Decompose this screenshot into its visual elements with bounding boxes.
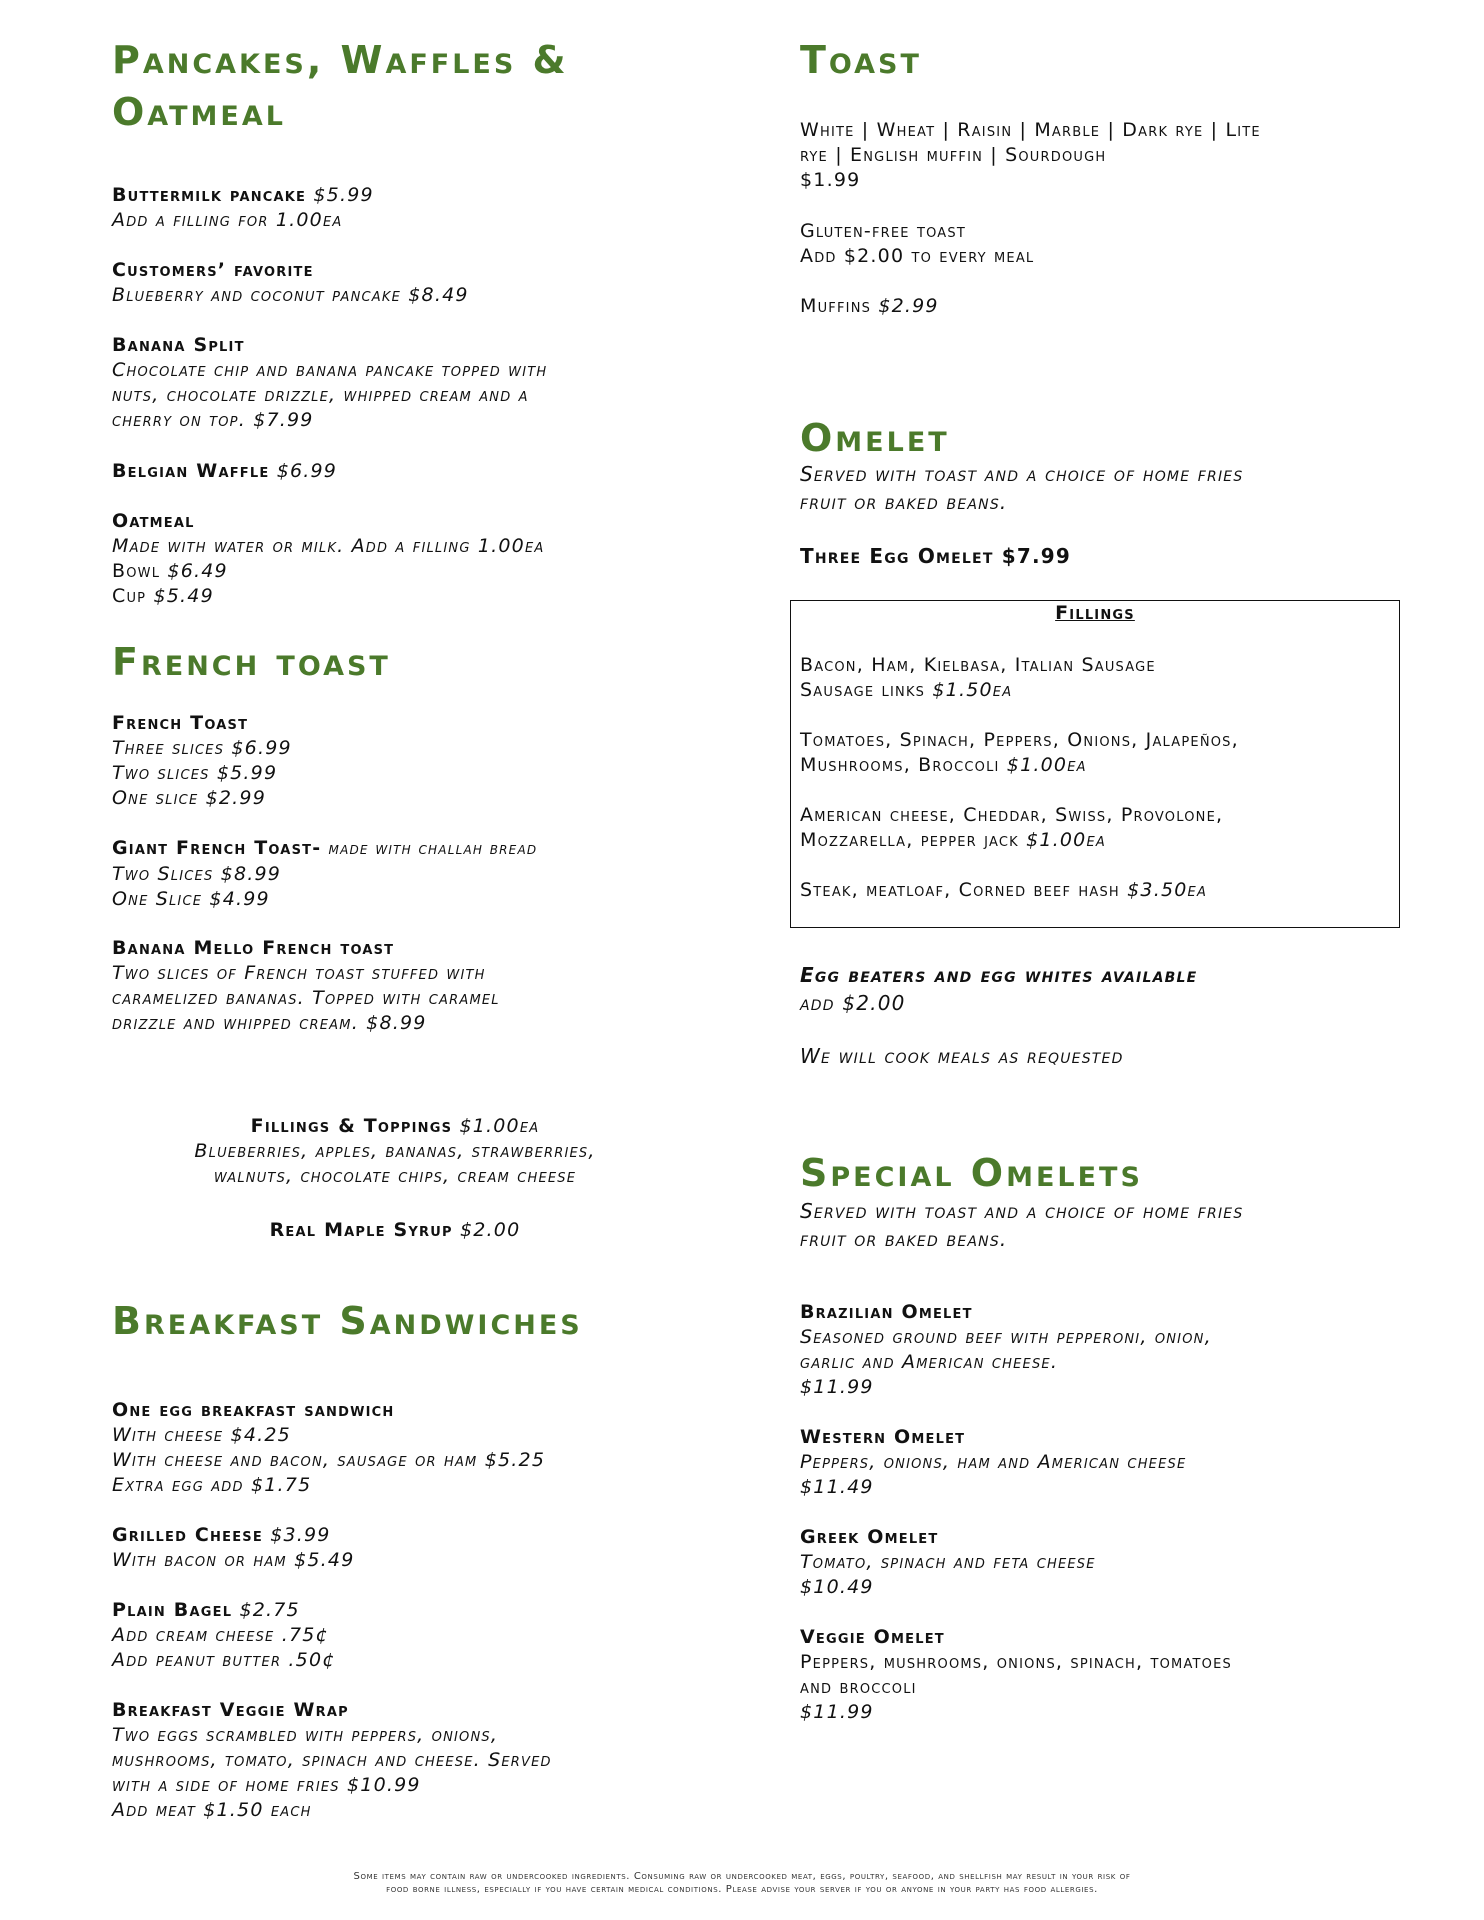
french-toast-two: Two slices $5.99 [112,762,278,784]
toast-varieties [800,118,1420,193]
french-toast-three: Three slices $6.99 [112,737,292,759]
grilled-note: With bacon or ham $5.49 [112,1549,355,1571]
omelet-heading: Omelet [800,416,950,460]
favorite-name: Customers’ favorite [112,259,314,281]
veg-price: $1.00ea [1006,754,1087,776]
waffle-price: $6.99 [276,460,338,482]
hash-price: $3.50ea [1127,879,1208,901]
bagel-price: $2.75 [239,1599,300,1621]
giant-note: made with challah bread [328,839,538,859]
greek-name: Greek Omelet [800,1526,939,1548]
french-toast-heading: French toast [112,640,391,684]
wrap-name: Breakfast Veggie Wrap [112,1699,349,1721]
veggie-wrap-item [112,1698,722,1823]
brazilian-price: $11.99 [800,1376,874,1398]
waffle-item [112,459,722,484]
gf-note: Add $2.00 to every meal [800,245,1035,267]
mello-desc-2: caramelized bananas. Topped with caramel [112,987,500,1009]
special-served [800,1197,1420,1253]
egg-sandwich-bacon: With cheese and bacon, sausage or ham $5.25 [112,1449,546,1471]
egg-beaters [800,961,1420,1017]
muffins-price: $2.99 [878,295,939,317]
french-toast-one: One slice $2.99 [112,787,266,809]
cup-label: Cup [112,585,147,607]
mello-desc-3: drizzle and whipped cream. $8.99 [112,1012,427,1034]
banana-split-desc-1: Chocolate chip and banana pancake topped with [112,359,548,381]
oatmeal-name: Oatmeal [112,510,195,532]
cheese-line-2: Mozzarella, pepper jack [800,829,1019,851]
omelet-served-2: fruit or baked beans. [800,490,1008,514]
wrap-desc-1: Two eggs scrambled with peppers, onions, [112,1724,499,1746]
veggie-omelet [800,1625,1420,1725]
gluten-free-item [800,219,1420,269]
syrup-name: Real Maple Syrup [269,1219,453,1241]
wrap-meat: Add meat $1.50 each [112,1799,312,1821]
toppings-list-1: Blueberries, apples, bananas, strawberries, [194,1140,596,1162]
gf-name: Gluten-free toast [800,220,966,242]
links-name: Sausage links [800,679,926,701]
giant-one: One Slice $4.99 [112,888,270,910]
wrap-desc-3: with a side of home fries $10.99 [112,1774,421,1796]
maple-syrup [100,1218,690,1243]
banana-split-name: Banana Split [112,334,245,356]
veggie-desc-2: and broccoli [800,1676,917,1698]
bowl-price: $6.49 [167,560,228,582]
egg-sandwich-name: One egg breakfast sandwich [112,1399,395,1421]
egg-sandwich-item [112,1398,722,1498]
beaters-line: Egg beaters and egg whites available [800,963,1198,987]
pancakes-heading [112,34,722,138]
links-price: $1.50ea [932,679,1013,701]
cook-request [800,1044,1420,1069]
buttermilk-name: Buttermilk pancake [112,184,307,206]
brazilian-desc-1: Seasoned ground beef with pepperoni, onion, [800,1326,1212,1348]
cook-request-line: We will cook meals as requested [800,1044,1124,1068]
toast-varieties-2: rye | English muffin | Sourdough [800,144,1107,166]
fillings-box [790,600,1400,928]
muffins-item [800,294,1420,319]
veggie-price: $11.99 [800,1701,874,1723]
veggie-name: Veggie Omelet [800,1626,945,1648]
toast-heading: Toast [800,38,922,82]
banana-split-desc-3: cherry on top. $7.99 [112,409,314,431]
fillings-hash [800,878,1408,903]
banana-mello-item [112,936,722,1036]
brazilian-omelet [800,1300,1420,1400]
toppings-price: $1.00ea [459,1115,540,1137]
mello-name: Banana Mello French toast [112,937,395,959]
fillings-veg [800,728,1408,778]
brazilian-name: Brazilian Omelet [800,1301,973,1323]
oatmeal-item [112,509,722,609]
giant-french-toast-item [112,836,722,912]
banana-split-desc-2: nuts, chocolate drizzle, whipped cream and a [112,384,529,406]
grilled-name: Grilled Cheese [112,1524,263,1546]
three-egg-omelet [800,544,1420,569]
fillings-meats [800,653,1408,703]
favorite-desc: Blueberry and coconut pancake $8.49 [112,284,469,306]
cheese-price: $1.00ea [1026,829,1106,851]
banana-split-item [112,333,722,433]
cheese-line-1: American cheese, Cheddar, Swiss, Provolone, [800,804,1224,826]
special-omelets-heading: Special Omelets [800,1151,1143,1195]
toast-price: $1.99 [800,169,861,191]
disclaimer-line-2: food borne illness, especially if you have certain medical conditions. Please advise your server if you or anyone in your party has food allergies. [386,1884,1098,1895]
veg-line-1: Tomatoes, Spinach, Peppers, Onions, Jalapeños, [800,729,1239,751]
greek-price: $10.49 [800,1576,874,1598]
pancakes-heading-line-1: Pancakes, Waffles & [112,38,569,82]
hash-name: Steak, meatloaf, Corned beef hash [800,879,1120,901]
bagel-item [112,1598,722,1673]
egg-sandwich-extra: Extra egg add $1.75 [112,1474,312,1496]
fillings-cheese [800,803,1408,853]
omelet-served-1: Served with toast and a choice of home fries [800,462,1244,486]
western-desc: Peppers, onions, ham and American cheese [800,1451,1187,1473]
greek-desc: Tomato, spinach and feta cheese [800,1551,1096,1573]
buttermilk-price: $5.99 [313,184,374,206]
beaters-price: add $2.00 [800,991,906,1015]
omelet-served [800,460,1420,516]
giant-two: Two Slices $8.99 [112,863,282,885]
waffle-name: Belgian Waffle [112,460,270,482]
favorite-item [112,258,722,308]
fillings-meats-line: Bacon, Ham, Kielbasa, Italian Sausage [800,654,1156,676]
greek-omelet [800,1525,1420,1600]
western-price: $11.49 [800,1476,874,1498]
french-toast-item [112,711,722,811]
western-omelet [800,1425,1420,1500]
egg-sandwich-cheese: With cheese $4.25 [112,1424,291,1446]
toast-varieties-1: White | Wheat | Raisin | Marble | Dark rye | Lite [800,119,1261,141]
bagel-name: Plain Bagel [112,1599,233,1621]
fillings-toppings [100,1114,690,1189]
giant-name: Giant French Toast- [112,837,322,859]
buttermilk-note: Add a filling for 1.00ea [112,209,343,231]
muffins-name: Muffins [800,295,872,317]
oatmeal-desc: Made with water or milk. Add a filling 1.00ea [112,535,545,557]
bagel-pb: Add peanut butter .50¢ [112,1649,336,1671]
toppings-list-2: walnuts, chocolate chips, cream cheese [213,1165,577,1187]
french-toast-name: French Toast [112,712,249,734]
fillings-title: Fillings [1055,602,1135,624]
toppings-title: Fillings & Toppings [250,1115,453,1137]
sandwiches-heading: Breakfast Sandwiches [112,1299,583,1343]
special-served-1: Served with toast and a choice of home fries [800,1199,1244,1223]
buttermilk-item [112,183,722,233]
disclaimer-line-1: Some items may contain raw or undercooked ingredients. Consuming raw or undercooked meat, eggs, poultry, seafood, and shellfish may result in your risk of [353,1871,1131,1882]
veggie-desc-1: Peppers, mushrooms, onions, spinach, tomatoes [800,1651,1232,1673]
cup-price: $5.49 [153,585,214,607]
western-name: Western Omelet [800,1426,966,1448]
veg-line-2: Mushrooms, Broccoli [800,754,1000,776]
grilled-price: $3.99 [270,1524,331,1546]
brazilian-desc-2: garlic and American cheese. [800,1351,1059,1373]
bagel-cream: Add cream cheese .75¢ [112,1624,329,1646]
bowl-label: Bowl [112,560,161,582]
grilled-cheese-item [112,1523,722,1573]
syrup-price: $2.00 [459,1219,521,1241]
wrap-desc-2: mushrooms, tomato, spinach and cheese. Served [112,1749,552,1771]
allergy-disclaimer [0,1870,1484,1896]
three-egg-label: Three Egg Omelet $7.99 [800,544,1071,568]
mello-desc-1: Two slices of French toast stuffed with [112,962,486,984]
special-served-2: fruit or baked beans. [800,1227,1008,1251]
pancakes-heading-line-2: Oatmeal [112,90,286,134]
